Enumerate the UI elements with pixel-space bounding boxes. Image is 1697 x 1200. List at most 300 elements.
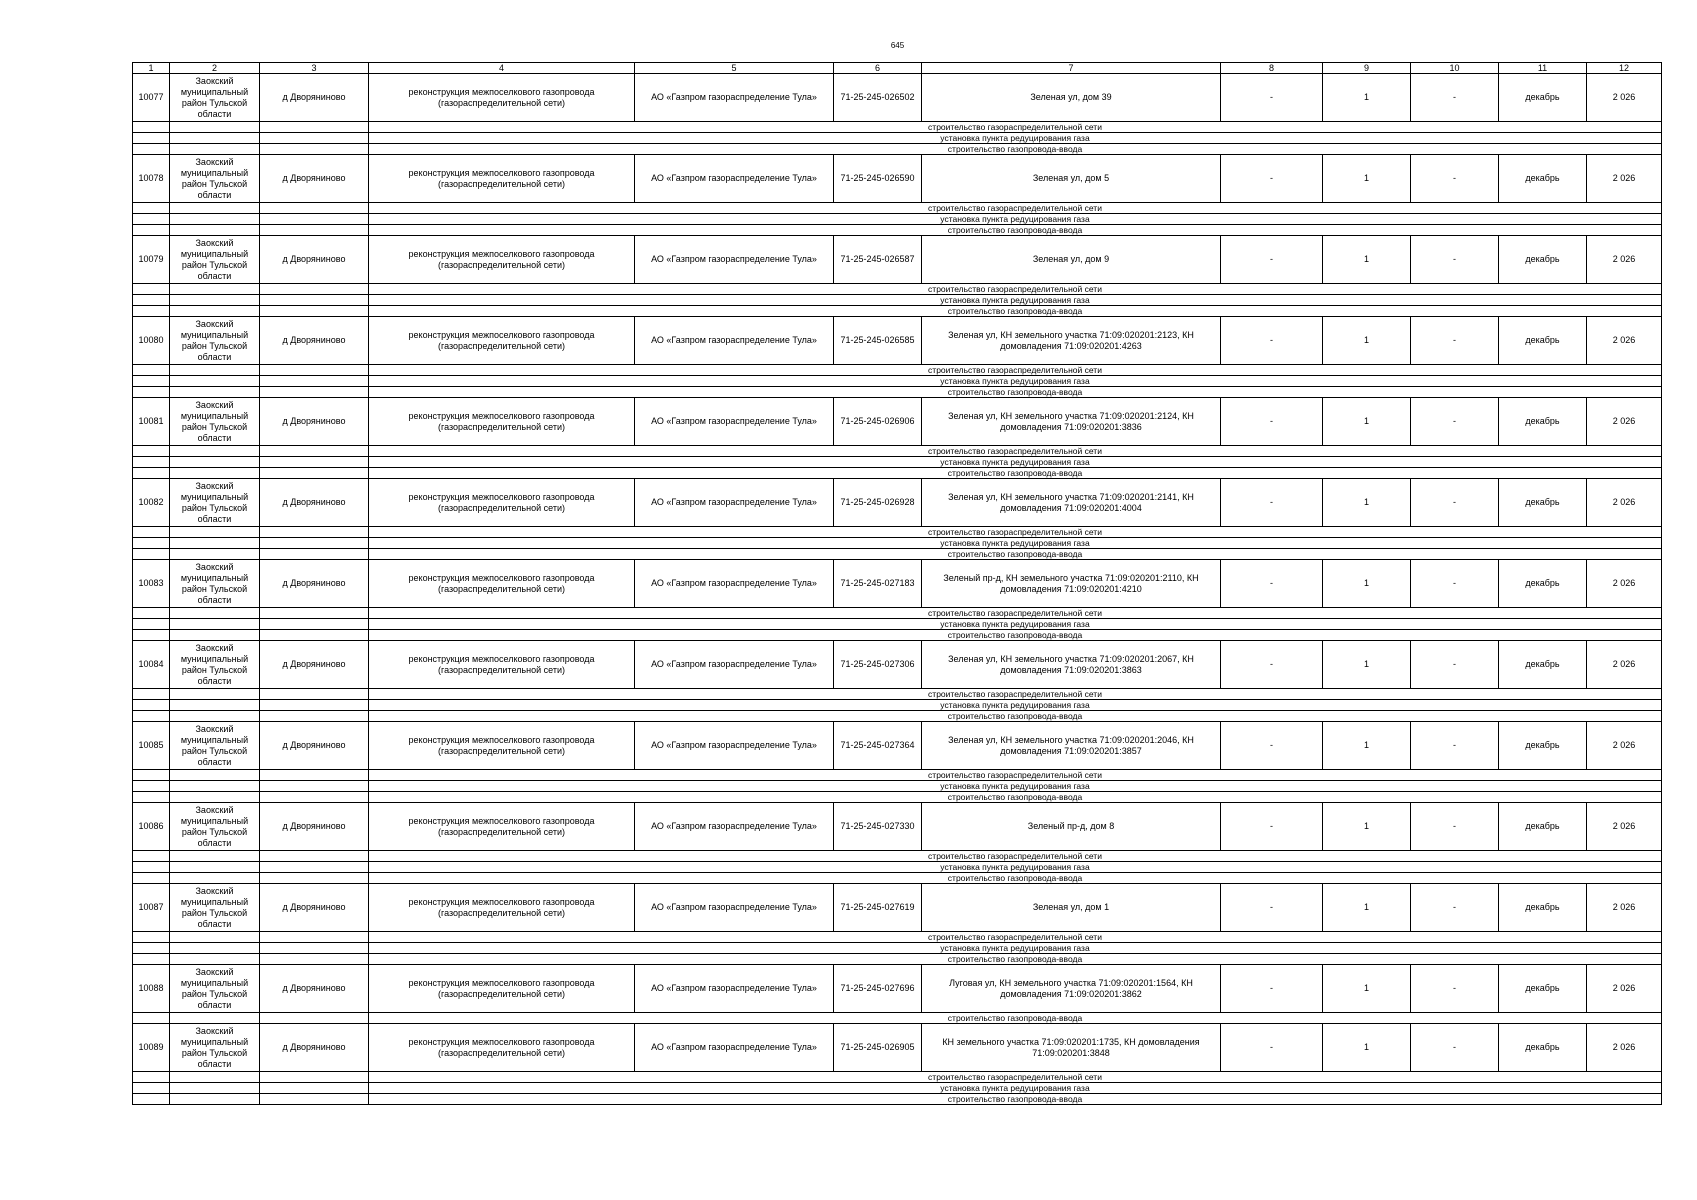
column-10-cell: - [1411, 236, 1499, 284]
sub-work-label: строительство газопровода-ввода [369, 873, 1662, 884]
sub-work-row [133, 851, 1662, 862]
empty-cell [260, 1094, 369, 1105]
district-cell: Заокский муниципальный район Тульской области [170, 641, 260, 689]
empty-cell [170, 700, 260, 711]
column-8-cell: - [1221, 155, 1323, 203]
sub-work-label: строительство газораспределительной сети [369, 608, 1662, 619]
empty-cell [260, 122, 369, 133]
row-number-cell: 10084 [133, 641, 170, 689]
year-cell: 2 026 [1587, 236, 1662, 284]
column-header: 1 [133, 63, 170, 74]
row-number-cell: 10080 [133, 317, 170, 365]
empty-cell [170, 851, 260, 862]
gas-works-table [132, 62, 1662, 1105]
sub-work-label: строительство газопровода-ввода [369, 468, 1662, 479]
address-cell: Зеленая ул, КН земельного участка 71:09:020201:2123, КН домовладения 71:09:020201:4263 [922, 317, 1221, 365]
column-8-cell: - [1221, 722, 1323, 770]
sub-work-label: строительство газопровода-ввода [369, 1094, 1662, 1105]
empty-cell [170, 144, 260, 155]
empty-cell [260, 306, 369, 317]
column-8-cell: - [1221, 965, 1323, 1013]
company-cell: АО «Газпром газораспределение Тула» [635, 155, 834, 203]
address-cell: Луговая ул, КН земельного участка 71:09:020201:1564, КН домовладения 71:09:020201:3862 [922, 965, 1221, 1013]
empty-cell [133, 365, 170, 376]
empty-cell [133, 225, 170, 236]
empty-cell [260, 781, 369, 792]
object-code-cell: 71-25-245-027183 [834, 560, 922, 608]
row-number-cell: 10087 [133, 884, 170, 932]
work-type-cell: реконструкция межпоселкового газопровода (газораспределительной сети) [369, 884, 635, 932]
column-8-cell: - [1221, 74, 1323, 122]
sub-work-label: установка пункта редуцирования газа [369, 133, 1662, 144]
empty-cell [260, 943, 369, 954]
column-8-cell: - [1221, 560, 1323, 608]
year-cell: 2 026 [1587, 479, 1662, 527]
address-cell: Зеленая ул, КН земельного участка 71:09:020201:2046, КН домовладения 71:09:020201:3857 [922, 722, 1221, 770]
empty-cell [170, 214, 260, 225]
empty-cell [260, 770, 369, 781]
work-type-cell: реконструкция межпоселкового газопровода (газораспределительной сети) [369, 236, 635, 284]
sub-work-row [133, 1094, 1662, 1105]
empty-cell [170, 284, 260, 295]
year-cell: 2 026 [1587, 884, 1662, 932]
table-row [133, 803, 1662, 851]
empty-cell [133, 376, 170, 387]
table-row [133, 722, 1662, 770]
work-type-cell: реконструкция межпоселкового газопровода (газораспределительной сети) [369, 479, 635, 527]
empty-cell [170, 203, 260, 214]
empty-cell [133, 133, 170, 144]
sub-work-label: установка пункта редуцирования газа [369, 943, 1662, 954]
empty-cell [170, 468, 260, 479]
column-header: 9 [1323, 63, 1411, 74]
empty-cell [170, 538, 260, 549]
empty-cell [133, 1072, 170, 1083]
column-10-cell: - [1411, 965, 1499, 1013]
sub-work-row [133, 689, 1662, 700]
work-type-cell: реконструкция межпоселкового газопровода (газораспределительной сети) [369, 1024, 635, 1072]
empty-cell [260, 144, 369, 155]
sub-work-row [133, 468, 1662, 479]
settlement-cell: д Дворяниново [260, 560, 369, 608]
empty-cell [170, 770, 260, 781]
empty-cell [260, 1072, 369, 1083]
table-row [133, 317, 1662, 365]
sub-work-label: установка пункта редуцирования газа [369, 781, 1662, 792]
empty-cell [133, 306, 170, 317]
settlement-cell: д Дворяниново [260, 317, 369, 365]
column-10-cell: - [1411, 803, 1499, 851]
sub-work-label: установка пункта редуцирования газа [369, 295, 1662, 306]
column-10-cell: - [1411, 155, 1499, 203]
row-number-cell: 10085 [133, 722, 170, 770]
sub-work-label: установка пункта редуцирования газа [369, 862, 1662, 873]
settlement-cell: д Дворяниново [260, 479, 369, 527]
empty-cell [133, 781, 170, 792]
company-cell: АО «Газпром газораспределение Тула» [635, 398, 834, 446]
sub-work-label: строительство газораспределительной сети [369, 122, 1662, 133]
sub-work-row [133, 711, 1662, 722]
object-code-cell: 71-25-245-027306 [834, 641, 922, 689]
empty-cell [133, 770, 170, 781]
empty-cell [260, 457, 369, 468]
object-code-cell: 71-25-245-027330 [834, 803, 922, 851]
settlement-cell: д Дворяниново [260, 155, 369, 203]
address-cell: Зеленая ул, дом 1 [922, 884, 1221, 932]
empty-cell [260, 203, 369, 214]
column-10-cell: - [1411, 317, 1499, 365]
sub-work-row [133, 1013, 1662, 1024]
column-header: 4 [369, 63, 635, 74]
sub-work-label: строительство газопровода-ввода [369, 792, 1662, 803]
count-cell: 1 [1323, 74, 1411, 122]
work-type-cell: реконструкция межпоселкового газопровода (газораспределительной сети) [369, 398, 635, 446]
empty-cell [170, 376, 260, 387]
count-cell: 1 [1323, 479, 1411, 527]
sub-work-row [133, 873, 1662, 884]
empty-cell [260, 214, 369, 225]
empty-cell [133, 619, 170, 630]
sub-work-row [133, 144, 1662, 155]
row-number-cell: 10086 [133, 803, 170, 851]
work-type-cell: реконструкция межпоселкового газопровода (газораспределительной сети) [369, 317, 635, 365]
empty-cell [170, 943, 260, 954]
sub-work-label: установка пункта редуцирования газа [369, 457, 1662, 468]
row-number-cell: 10081 [133, 398, 170, 446]
empty-cell [170, 1013, 260, 1024]
row-number-cell: 10088 [133, 965, 170, 1013]
district-cell: Заокский муниципальный район Тульской области [170, 722, 260, 770]
empty-cell [133, 711, 170, 722]
empty-cell [170, 711, 260, 722]
column-header: 12 [1587, 63, 1662, 74]
month-cell: декабрь [1499, 317, 1587, 365]
column-10-cell: - [1411, 641, 1499, 689]
row-number-cell: 10078 [133, 155, 170, 203]
empty-cell [260, 608, 369, 619]
year-cell: 2 026 [1587, 317, 1662, 365]
column-header: 5 [635, 63, 834, 74]
empty-cell [170, 862, 260, 873]
company-cell: АО «Газпром газораспределение Тула» [635, 74, 834, 122]
empty-cell [133, 608, 170, 619]
count-cell: 1 [1323, 803, 1411, 851]
sub-work-label: строительство газораспределительной сети [369, 770, 1662, 781]
column-8-cell: - [1221, 1024, 1323, 1072]
sub-work-row [133, 932, 1662, 943]
empty-cell [133, 943, 170, 954]
table-row [133, 236, 1662, 284]
sub-work-row [133, 446, 1662, 457]
sub-work-row [133, 1072, 1662, 1083]
month-cell: декабрь [1499, 398, 1587, 446]
table-row [133, 965, 1662, 1013]
empty-cell [133, 295, 170, 306]
company-cell: АО «Газпром газораспределение Тула» [635, 641, 834, 689]
work-type-cell: реконструкция межпоселкового газопровода (газораспределительной сети) [369, 155, 635, 203]
empty-cell [260, 711, 369, 722]
empty-cell [260, 446, 369, 457]
sub-work-label: строительство газопровода-ввода [369, 954, 1662, 965]
table-row [133, 74, 1662, 122]
sub-work-row [133, 1083, 1662, 1094]
table-row [133, 398, 1662, 446]
empty-cell [133, 700, 170, 711]
address-cell: КН земельного участка 71:09:020201:1735, КН домовладения 71:09:020201:3848 [922, 1024, 1221, 1072]
empty-cell [170, 608, 260, 619]
company-cell: АО «Газпром газораспределение Тула» [635, 560, 834, 608]
sub-work-label: строительство газопровода-ввода [369, 225, 1662, 236]
empty-cell [133, 954, 170, 965]
month-cell: декабрь [1499, 1024, 1587, 1072]
sub-work-label: строительство газораспределительной сети [369, 527, 1662, 538]
count-cell: 1 [1323, 884, 1411, 932]
empty-cell [133, 122, 170, 133]
settlement-cell: д Дворяниново [260, 803, 369, 851]
column-header: 7 [922, 63, 1221, 74]
district-cell: Заокский муниципальный район Тульской области [170, 236, 260, 284]
column-10-cell: - [1411, 74, 1499, 122]
empty-cell [133, 468, 170, 479]
empty-cell [170, 1072, 260, 1083]
sub-work-row [133, 133, 1662, 144]
count-cell: 1 [1323, 641, 1411, 689]
empty-cell [170, 295, 260, 306]
empty-cell [260, 387, 369, 398]
empty-cell [133, 387, 170, 398]
sub-work-row [133, 549, 1662, 560]
month-cell: декабрь [1499, 722, 1587, 770]
sub-work-row [133, 457, 1662, 468]
empty-cell [170, 133, 260, 144]
empty-cell [260, 862, 369, 873]
address-cell: Зеленая ул, КН земельного участка 71:09:020201:2067, КН домовладения 71:09:020201:3863 [922, 641, 1221, 689]
object-code-cell: 71-25-245-027619 [834, 884, 922, 932]
row-number-cell: 10077 [133, 74, 170, 122]
company-cell: АО «Газпром газораспределение Тула» [635, 803, 834, 851]
year-cell: 2 026 [1587, 803, 1662, 851]
sub-work-label: строительство газораспределительной сети [369, 1072, 1662, 1083]
month-cell: декабрь [1499, 479, 1587, 527]
district-cell: Заокский муниципальный район Тульской области [170, 398, 260, 446]
district-cell: Заокский муниципальный район Тульской области [170, 155, 260, 203]
year-cell: 2 026 [1587, 74, 1662, 122]
empty-cell [133, 214, 170, 225]
sub-work-row [133, 954, 1662, 965]
empty-cell [170, 1094, 260, 1105]
column-header: 2 [170, 63, 260, 74]
row-number-cell: 10082 [133, 479, 170, 527]
empty-cell [133, 457, 170, 468]
empty-cell [170, 225, 260, 236]
empty-cell [133, 203, 170, 214]
company-cell: АО «Газпром газораспределение Тула» [635, 884, 834, 932]
empty-cell [133, 873, 170, 884]
table-row [133, 641, 1662, 689]
count-cell: 1 [1323, 965, 1411, 1013]
sub-work-label: строительство газораспределительной сети [369, 446, 1662, 457]
empty-cell [260, 538, 369, 549]
table-body [133, 63, 1662, 1105]
empty-cell [260, 133, 369, 144]
empty-cell [260, 295, 369, 306]
column-header: 3 [260, 63, 369, 74]
month-cell: декабрь [1499, 965, 1587, 1013]
month-cell: декабрь [1499, 884, 1587, 932]
sub-work-label: строительство газораспределительной сети [369, 851, 1662, 862]
month-cell: декабрь [1499, 236, 1587, 284]
object-code-cell: 71-25-245-026928 [834, 479, 922, 527]
sub-work-label: установка пункта редуцирования газа [369, 538, 1662, 549]
sub-work-label: строительство газораспределительной сети [369, 203, 1662, 214]
company-cell: АО «Газпром газораспределение Тула» [635, 965, 834, 1013]
address-cell: Зеленая ул, КН земельного участка 71:09:020201:2124, КН домовладения 71:09:020201:3836 [922, 398, 1221, 446]
empty-cell [170, 792, 260, 803]
year-cell: 2 026 [1587, 398, 1662, 446]
empty-cell [170, 1083, 260, 1094]
address-cell: Зеленый пр-д, дом 8 [922, 803, 1221, 851]
object-code-cell: 71-25-245-026502 [834, 74, 922, 122]
count-cell: 1 [1323, 155, 1411, 203]
empty-cell [260, 225, 369, 236]
column-8-cell: - [1221, 317, 1323, 365]
sub-work-row [133, 527, 1662, 538]
district-cell: Заокский муниципальный район Тульской области [170, 884, 260, 932]
settlement-cell: д Дворяниново [260, 74, 369, 122]
sub-work-label: установка пункта редуцирования газа [369, 214, 1662, 225]
object-code-cell: 71-25-245-026906 [834, 398, 922, 446]
year-cell: 2 026 [1587, 1024, 1662, 1072]
object-code-cell: 71-25-245-026905 [834, 1024, 922, 1072]
sub-work-row [133, 122, 1662, 133]
empty-cell [133, 549, 170, 560]
sub-work-row [133, 295, 1662, 306]
company-cell: АО «Газпром газораспределение Тула» [635, 479, 834, 527]
empty-cell [133, 144, 170, 155]
column-8-cell: - [1221, 884, 1323, 932]
work-type-cell: реконструкция межпоселкового газопровода (газораспределительной сети) [369, 965, 635, 1013]
empty-cell [170, 457, 260, 468]
row-number-cell: 10089 [133, 1024, 170, 1072]
year-cell: 2 026 [1587, 965, 1662, 1013]
empty-cell [260, 954, 369, 965]
empty-cell [260, 873, 369, 884]
work-type-cell: реконструкция межпоселкового газопровода (газораспределительной сети) [369, 803, 635, 851]
sub-work-label: установка пункта редуцирования газа [369, 376, 1662, 387]
sub-work-row [133, 792, 1662, 803]
column-header: 8 [1221, 63, 1323, 74]
empty-cell [260, 700, 369, 711]
address-cell: Зеленая ул, дом 9 [922, 236, 1221, 284]
sub-work-label: строительство газораспределительной сети [369, 284, 1662, 295]
sub-work-row [133, 619, 1662, 630]
empty-cell [170, 306, 260, 317]
month-cell: декабрь [1499, 803, 1587, 851]
settlement-cell: д Дворяниново [260, 641, 369, 689]
empty-cell [170, 122, 260, 133]
address-cell: Зеленая ул, КН земельного участка 71:09:020201:2141, КН домовладения 71:09:020201:4004 [922, 479, 1221, 527]
year-cell: 2 026 [1587, 560, 1662, 608]
sub-work-row [133, 225, 1662, 236]
column-header: 11 [1499, 63, 1587, 74]
company-cell: АО «Газпром газораспределение Тула» [635, 722, 834, 770]
sub-work-label: строительство газопровода-ввода [369, 387, 1662, 398]
empty-cell [260, 851, 369, 862]
empty-cell [133, 1094, 170, 1105]
empty-cell [170, 446, 260, 457]
sub-work-row [133, 770, 1662, 781]
empty-cell [133, 932, 170, 943]
table-row [133, 560, 1662, 608]
year-cell: 2 026 [1587, 155, 1662, 203]
sub-work-label: строительство газораспределительной сети [369, 365, 1662, 376]
count-cell: 1 [1323, 317, 1411, 365]
empty-cell [170, 549, 260, 560]
column-10-cell: - [1411, 884, 1499, 932]
empty-cell [133, 1013, 170, 1024]
empty-cell [260, 619, 369, 630]
empty-cell [170, 932, 260, 943]
empty-cell [133, 527, 170, 538]
month-cell: декабрь [1499, 560, 1587, 608]
object-code-cell: 71-25-245-026585 [834, 317, 922, 365]
sub-work-label: строительство газораспределительной сети [369, 689, 1662, 700]
empty-cell [260, 527, 369, 538]
empty-cell [170, 689, 260, 700]
empty-cell [133, 851, 170, 862]
address-cell: Зеленая ул, дом 39 [922, 74, 1221, 122]
work-type-cell: реконструкция межпоселкового газопровода (газораспределительной сети) [369, 722, 635, 770]
company-cell: АО «Газпром газораспределение Тула» [635, 236, 834, 284]
settlement-cell: д Дворяниново [260, 965, 369, 1013]
sub-work-row [133, 943, 1662, 954]
column-10-cell: - [1411, 560, 1499, 608]
column-8-cell: - [1221, 641, 1323, 689]
sub-work-label: строительство газопровода-ввода [369, 306, 1662, 317]
month-cell: декабрь [1499, 155, 1587, 203]
empty-cell [260, 468, 369, 479]
column-10-cell: - [1411, 479, 1499, 527]
sub-work-label: строительство газопровода-ввода [369, 549, 1662, 560]
sub-work-row [133, 781, 1662, 792]
settlement-cell: д Дворяниново [260, 722, 369, 770]
count-cell: 1 [1323, 236, 1411, 284]
table-row [133, 479, 1662, 527]
column-10-cell: - [1411, 1024, 1499, 1072]
month-cell: декабрь [1499, 74, 1587, 122]
count-cell: 1 [1323, 560, 1411, 608]
sub-work-label: установка пункта редуцирования газа [369, 1083, 1662, 1094]
empty-cell [170, 365, 260, 376]
empty-cell [133, 630, 170, 641]
district-cell: Заокский муниципальный район Тульской области [170, 1024, 260, 1072]
object-code-cell: 71-25-245-027364 [834, 722, 922, 770]
empty-cell [260, 365, 369, 376]
sub-work-row [133, 387, 1662, 398]
count-cell: 1 [1323, 722, 1411, 770]
sub-work-label: строительство газопровода-ввода [369, 1013, 1662, 1024]
empty-cell [260, 689, 369, 700]
district-cell: Заокский муниципальный район Тульской области [170, 560, 260, 608]
empty-cell [170, 619, 260, 630]
work-type-cell: реконструкция межпоселкового газопровода (газораспределительной сети) [369, 560, 635, 608]
sub-work-row [133, 376, 1662, 387]
work-type-cell: реконструкция межпоселкового газопровода (газораспределительной сети) [369, 74, 635, 122]
settlement-cell: д Дворяниново [260, 1024, 369, 1072]
column-8-cell: - [1221, 398, 1323, 446]
sub-work-row [133, 630, 1662, 641]
sub-work-row [133, 203, 1662, 214]
